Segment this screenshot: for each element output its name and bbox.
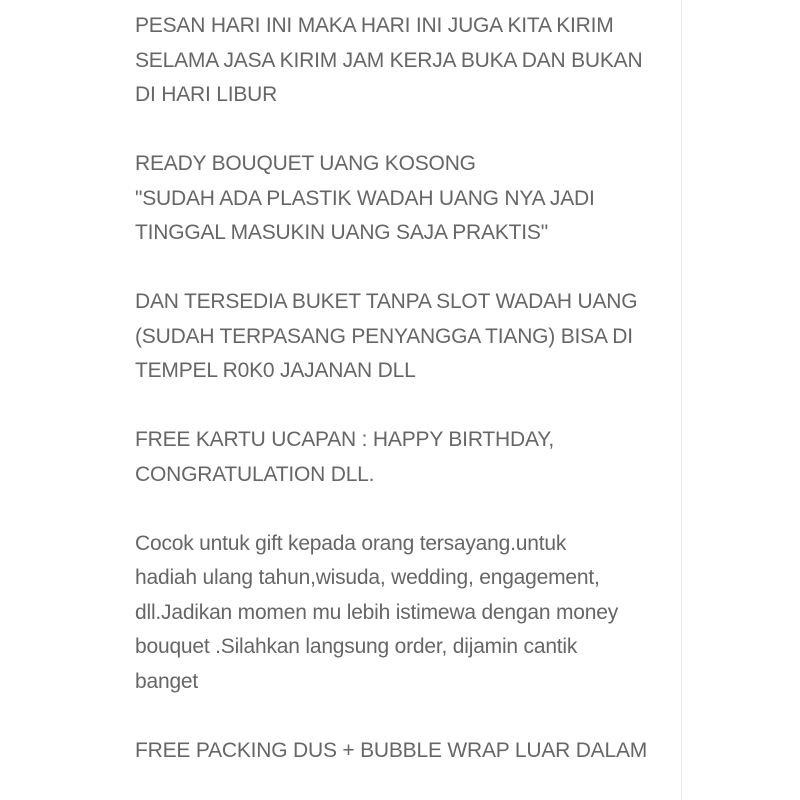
description-line: CONGRATULATION DLL. <box>135 462 375 486</box>
description-paragraph-ready-bouquet <box>135 147 675 251</box>
description-line: DAN TERSEDIA BUKET TANPA SLOT WADAH UANG <box>135 290 638 313</box>
description-line: TINGGAL MASUKIN UANG SAJA PRAKTIS" <box>135 221 548 244</box>
description-line: "SUDAH ADA PLASTIK WADAH UANG NYA JADI <box>135 186 595 210</box>
description-paragraph-packing <box>135 734 675 769</box>
description-paragraph-free-card <box>135 423 675 492</box>
description-line: FREE PACKING DUS + BUBBLE WRAP LUAR DALAM <box>135 738 648 762</box>
description-line: TEMPEL R0K0 JAJANAN DLL <box>135 359 416 382</box>
description-line: Cocok untuk gift kepada orang tersayang.untuk <box>135 531 567 555</box>
description-line: bouquet .Silahkan langsung order, dijamin cantik <box>135 635 578 658</box>
description-line: hadiah ulang tahun,wisuda, wedding, engagement, <box>135 566 600 589</box>
description-line: PESAN HARI INI MAKA HARI INI JUGA KITA KIRIM <box>135 14 614 37</box>
description-line: READY BOUQUET UANG KOSONG <box>135 152 476 175</box>
description-line: SELAMA JASA KIRIM JAM KERJA BUKA DAN BUKAN <box>135 48 643 72</box>
description-paragraph-shipping <box>135 9 675 113</box>
description-line: FREE KARTU UCAPAN : HAPPY BIRTHDAY, <box>135 428 554 451</box>
panel-divider <box>681 0 682 800</box>
description-line: (SUDAH TERPASANG PENYANGGA TIANG) BISA DI <box>135 324 633 348</box>
product-description <box>135 9 675 800</box>
description-line: DI HARI LIBUR <box>135 83 278 106</box>
description-line: banget <box>135 669 199 693</box>
description-line: dll.Jadikan momen mu lebih istimewa dengan money <box>135 600 618 624</box>
description-paragraph-gift <box>135 527 675 700</box>
description-paragraph-no-slot <box>135 285 675 389</box>
